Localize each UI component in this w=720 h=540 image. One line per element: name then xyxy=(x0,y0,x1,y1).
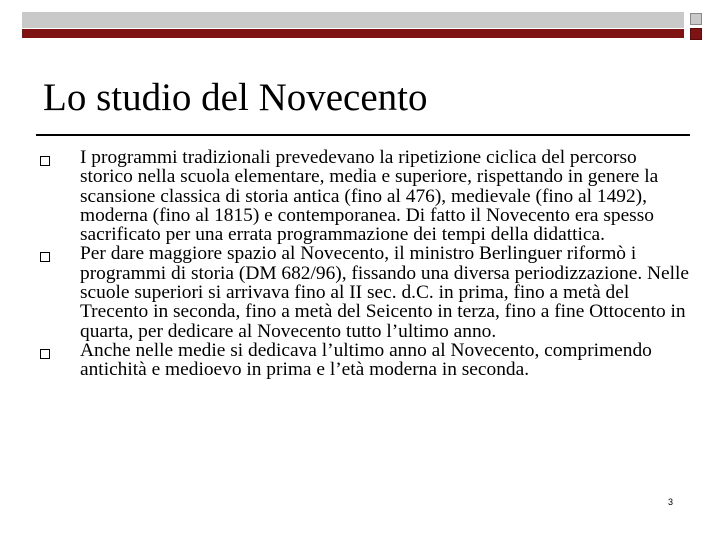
bullet-item xyxy=(36,341,692,380)
header-stripe xyxy=(22,29,684,38)
bullet-item xyxy=(36,148,692,244)
header-band xyxy=(22,12,684,28)
title-divider xyxy=(36,134,690,136)
hollow-square-bullet-icon xyxy=(40,252,50,262)
header-corner-square-red xyxy=(690,28,702,40)
bullet-list xyxy=(36,148,692,380)
header-corner-square-grey xyxy=(690,13,702,25)
bullet-text: Anche nelle medie si dedicava l’ultimo anno al Novecento, comprimendo antichità e medioevo in prima e l’età moderna in seconda. xyxy=(80,339,652,381)
hollow-square-bullet-icon xyxy=(40,156,50,166)
bullet-item xyxy=(36,244,692,340)
slide-title: Lo studio del Novecento xyxy=(43,76,428,119)
bullet-text: I programmi tradizionali prevedevano la ripetizione ciclica del percorso storico nella scuola elementare, media e superiore, rispettando in genere la scansione classica di storia antica (fino al 476), medievale (fino al 1492), moderna (fino al 1815) e contemporanea. Di fatto il Novecento era spesso sacrificato per una errata programmazione dei tempi della didattica. xyxy=(80,147,659,246)
page-number: 3 xyxy=(668,497,674,507)
bullet-text: Per dare maggiore spazio al Novecento, il ministro Berlinguer riformò i programmi di storia (DM 682/96), fissando una diversa periodizzazione. Nelle scuole superiori si arrivava fino al II sec. d.C. in prima, fino a metà del Trecento in seconda, fino a metà del Seicento in terza, fino a fine Ottocento in quarta, per dedicare al Novecento tutto l’ultimo anno. xyxy=(80,243,690,342)
hollow-square-bullet-icon xyxy=(40,349,50,359)
